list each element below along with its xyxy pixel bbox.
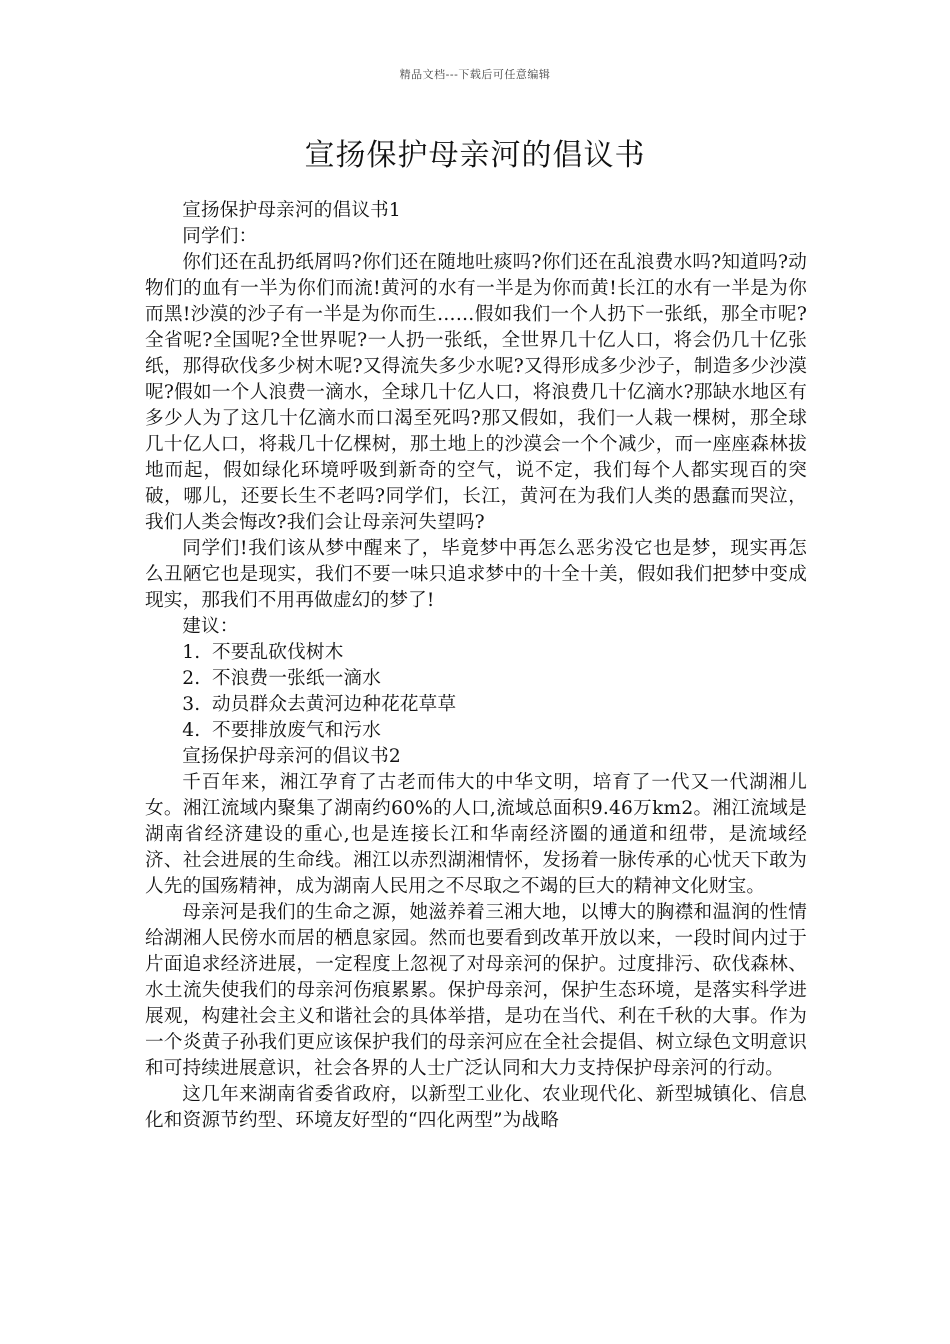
salutation: 同学们： [182,226,258,247]
paragraph-4: 母亲河是我们的生命之源，她滋养着三湘大地，以博大的胸襟和温润的性情给湖湘人民傍水而居的栖息家园。然而也要看到改革开放以来，一段时间内过于片面追求经济进展，一定程度上忽视了对母亲河的保护。过度排污、砍伐森林、水土流失使我们的母亲河伤痕累累。保护母亲河，保护生态环境，是落实科学进展观，构建社会主义和谐社会的具体举措，是功在当代、利在千秋的大事。作为一个炎黄子孙我们更应该保护我们的母亲河应在全社会提倡、树立绿色文明意识和可持续进展意识，社会各界的人士广泛认同和大力支持保护母亲河的行动。 [145,902,807,1079]
list-item-text: 不浪费一张纸一滴水 [211,668,382,689]
list-item-text: 不要排放废气和污水 [211,720,382,741]
list-item [145,640,807,666]
list-item [145,666,807,692]
paragraph-2: 同学们!我们该从梦中醒来了，毕竟梦中再怎么恶劣没它也是梦，现实再怎么丑陋它也是现实，我们不要一味只追求梦中的十全十美，假如我们把梦中变成现实，那我们不用再做虚幻的梦了! [145,538,807,611]
section2-heading: 宣扬保护母亲河的倡议书2 [182,746,401,767]
list-item [145,692,807,718]
paragraph-1: 你们还在乱扔纸屑吗?你们还在随地吐痰吗?你们还在乱浪费水吗?知道吗?动物们的血有一半为你们而流!黄河的水有一半是为你而黄!长江的水有一半是为你而黑!沙漠的沙子有一半是为你而生……假如我们一个人扔下一张纸，那全市呢?全省呢?全国呢?全世界呢?一人扔一张纸，全世界几十亿人口，将会仍几十亿张纸，那得砍伐多少树木呢?又得流失多少水呢?又得形成多少沙子，制造多少沙漠呢?假如一个人浪费一滴水，全球几十亿人口，将浪费几十亿滴水?那缺水地区有多少人为了这几十亿滴水而口渴至死吗?那又假如，我们一人栽一棵树，那全球几十亿人口，将栽几十亿棵树，那土地上的沙漠会一个个减少，而一座座森林拔地而起，假如绿化环境呼吸到新奇的空气，说不定，我们每个人都实现百的突破，哪儿，还要长生不老吗?同学们，长江，黄河在为我们人类的愚蠢而哭泣，我们人类会悔改?我们会让母亲河失望吗? [145,252,807,533]
list-item-text: 不要乱砍伐树木 [211,642,344,663]
list-item-number: 4. [182,720,201,741]
list-item-number: 2. [182,668,201,689]
paragraph-5: 这几年来湖南省委省政府，以新型工业化、农业现代化、新型城镇化、信息化和资源节约型、环境友好型的“四化两型”为战略 [145,1084,807,1131]
document-body [145,198,807,1134]
suggestion-label: 建议： [182,616,239,637]
header-note: 精品文档---下载后可任意编辑 [399,68,551,81]
section1-heading: 宣扬保护母亲河的倡议书1 [182,200,401,221]
document-title: 宣扬保护母亲河的倡议书 [304,138,646,173]
paragraph-3: 千百年来，湘江孕育了古老而伟大的中华文明，培育了一代又一代湖湘儿女。湘江流域内聚集了湖南约60%的人口,流域总面积9.46万km2。湘江流域是湖南省经济建设的重心,也是连接长江和华南经济圈的通道和纽带，是流域经济、社会进展的生命线。湘江以赤烈湖湘情怀，发扬着一脉传承的心忧天下敢为人先的国殇精神，成为湖南人民用之不尽取之不竭的巨大的精神文化财宝。 [145,772,807,897]
list-item-text: 动员群众去黄河边种花花草草 [211,694,457,715]
list-item [145,718,807,744]
list-item-number: 3. [182,694,201,715]
suggestion-list [145,640,807,744]
list-item-number: 1. [182,642,201,663]
